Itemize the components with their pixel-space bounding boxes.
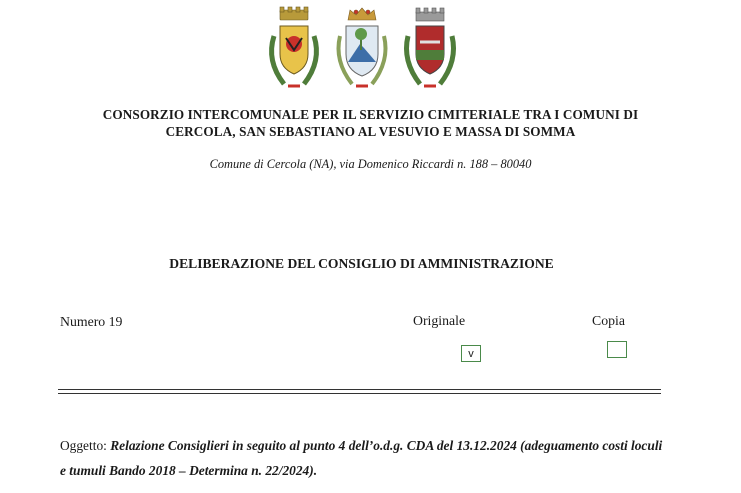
municipal-crests xyxy=(262,6,462,94)
originale-label: Originale xyxy=(413,313,466,328)
subject-text: Relazione Consiglieri in seguito al punto 4 dell’o.d.g. CDA del 13.12.2024 (adeguamento costi loculi e tumuli Bando 2018 – Determina n. 22/2024). xyxy=(60,438,663,478)
consortium-name-line-2: CERCOLA, SAN SEBASTIANO AL VESUVIO E MASSA DI SOMMA xyxy=(165,124,576,139)
massa-di-somma-crest-icon xyxy=(398,6,462,94)
consortium-address: Comune di Cercola (NA), via Domenico Riccardi n. 188 – 80040 xyxy=(209,157,532,171)
subject-label: Oggetto: xyxy=(60,438,107,453)
document-title: DELIBERAZIONE DEL CONSIGLIO DI AMMINISTRAZIONE xyxy=(169,256,554,271)
consortium-name-line-1: CONSORZIO INTERCOMUNALE PER IL SERVIZIO CIMITERIALE TRA I COMUNI DI xyxy=(102,107,639,122)
copia-checkbox[interactable] xyxy=(607,341,627,358)
divider-bottom xyxy=(58,393,661,394)
originale-checkbox[interactable]: v xyxy=(461,345,481,362)
copia-label: Copia xyxy=(592,313,625,328)
subject-paragraph xyxy=(60,433,670,483)
divider-top xyxy=(58,389,661,390)
cercola-crest-icon xyxy=(262,6,326,94)
san-sebastiano-crest-icon xyxy=(330,6,394,94)
deliberation-number: Numero 19 xyxy=(60,314,123,329)
